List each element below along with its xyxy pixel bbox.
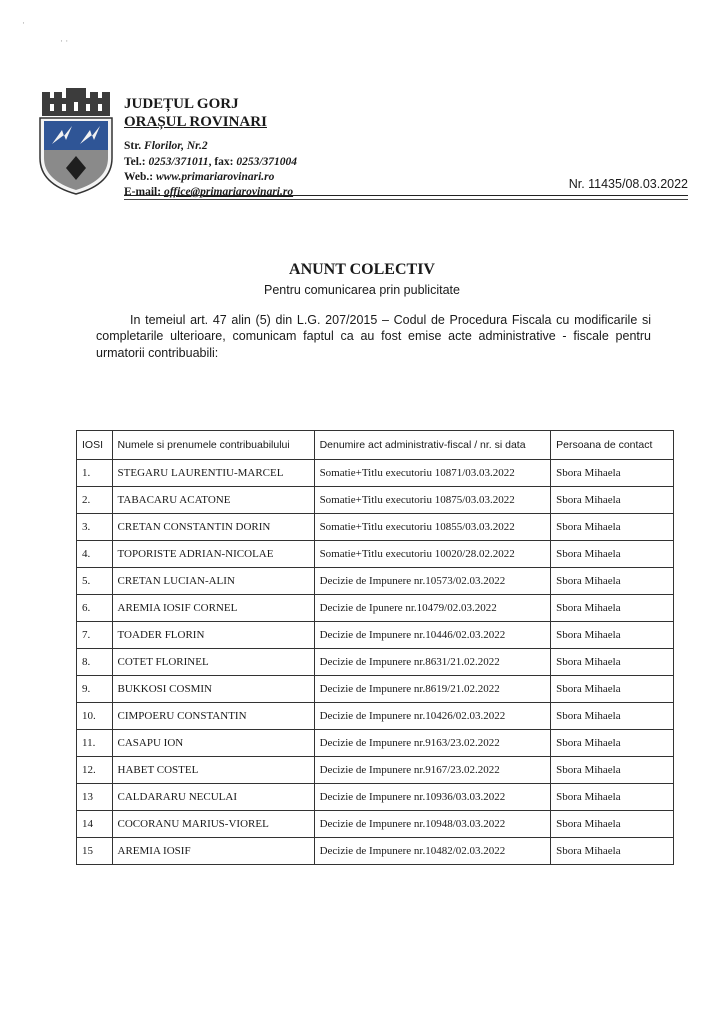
- fiscal-act: Decizie de Impunere nr.10482/02.03.2022: [314, 838, 551, 865]
- fax-value: 0253/371004: [236, 155, 298, 168]
- row-number: 11.: [77, 730, 113, 757]
- fiscal-act: Decizie de Impunere nr.8631/21.02.2022: [314, 649, 551, 676]
- contact-person: Sbora Mihaela: [551, 649, 674, 676]
- row-number: 1.: [77, 460, 113, 487]
- contact-person: Sbora Mihaela: [551, 622, 674, 649]
- taxpayer-name: BUKKOSI COSMIN: [112, 676, 314, 703]
- table-row: [77, 811, 674, 838]
- table-row: [77, 784, 674, 811]
- taxpayer-name: AREMIA IOSIF: [112, 838, 314, 865]
- taxpayer-name: CASAPU ION: [112, 730, 314, 757]
- column-header-name: Numele si prenumele contribuabilului: [112, 431, 314, 460]
- table-row: [77, 838, 674, 865]
- contact-person: Sbora Mihaela: [551, 460, 674, 487]
- document-subtitle: Pentru comunicarea prin publicitate: [264, 283, 460, 297]
- email-line: [124, 185, 297, 200]
- address-value: Florilor, Nr.2: [144, 140, 208, 153]
- table-row: [77, 622, 674, 649]
- fiscal-act: Decizie de Impunere nr.10573/02.03.2022: [314, 568, 551, 595]
- row-number: 2.: [77, 487, 113, 514]
- email-link[interactable]: office@primariarovinari.ro: [163, 185, 294, 198]
- tel-value: 0253/371011: [148, 155, 209, 168]
- contact-details: [124, 139, 297, 200]
- contact-person: Sbora Mihaela: [551, 703, 674, 730]
- coat-of-arms-icon: [36, 88, 116, 198]
- row-number: 6.: [77, 595, 113, 622]
- contact-person: Sbora Mihaela: [551, 676, 674, 703]
- taxpayer-name: STEGARU LAURENTIU-MARCEL: [112, 460, 314, 487]
- row-number: 12.: [77, 757, 113, 784]
- taxpayer-name: TABACARU ACATONE: [112, 487, 314, 514]
- contact-person: Sbora Mihaela: [551, 784, 674, 811]
- column-header-act: Denumire act administrativ-fiscal / nr. si data: [314, 431, 551, 460]
- header-divider: [124, 199, 688, 200]
- scan-speck: · ·: [60, 36, 69, 46]
- town-name: ORAȘUL ROVINARI: [124, 113, 267, 130]
- table-row: [77, 676, 674, 703]
- contact-person: Sbora Mihaela: [551, 757, 674, 784]
- fiscal-act: Somatie+Titlu executoriu 10855/03.03.2022: [314, 514, 551, 541]
- fiscal-act: Decizie de Impunere nr.10446/02.03.2022: [314, 622, 551, 649]
- fiscal-act: Decizie de Impunere nr.9167/23.02.2022: [314, 757, 551, 784]
- phone-line: [124, 155, 297, 170]
- row-number: 15: [77, 838, 113, 865]
- table-row: [77, 649, 674, 676]
- row-number: 13: [77, 784, 113, 811]
- header-divider: [124, 195, 688, 196]
- address-label: Str.: [124, 140, 142, 153]
- taxpayer-name: TOPORISTE ADRIAN-NICOLAE: [112, 541, 314, 568]
- row-number: 5.: [77, 568, 113, 595]
- document-title: ANUNT COLECTIV: [289, 261, 435, 278]
- table-row: [77, 568, 674, 595]
- fiscal-act: Decizie de Impunere nr.10426/02.03.2022: [314, 703, 551, 730]
- table-row: [77, 703, 674, 730]
- row-number: 14: [77, 811, 113, 838]
- table-row: [77, 487, 674, 514]
- taxpayer-name: HABET COSTEL: [112, 757, 314, 784]
- contact-person: Sbora Mihaela: [551, 730, 674, 757]
- table-row: [77, 541, 674, 568]
- table-row: [77, 757, 674, 784]
- county-name: JUDEȚUL GORJ: [124, 96, 239, 112]
- table-header-row: [77, 431, 674, 460]
- contact-person: Sbora Mihaela: [551, 487, 674, 514]
- contact-person: Sbora Mihaela: [551, 568, 674, 595]
- contact-person: Sbora Mihaela: [551, 541, 674, 568]
- contact-person: Sbora Mihaela: [551, 838, 674, 865]
- column-header-contact: Persoana de contact: [551, 431, 674, 460]
- table-row: [77, 514, 674, 541]
- email-label: E-mail:: [124, 185, 162, 198]
- row-number: 4.: [77, 541, 113, 568]
- taxpayer-name: COTET FLORINEL: [112, 649, 314, 676]
- fiscal-act: Somatie+Titlu executoriu 10020/28.02.2022: [314, 541, 551, 568]
- fiscal-act: Decizie de Impunere nr.8619/21.02.2022: [314, 676, 551, 703]
- table-row: [77, 460, 674, 487]
- taxpayer-name: TOADER FLORIN: [112, 622, 314, 649]
- contact-person: Sbora Mihaela: [551, 595, 674, 622]
- taxpayer-name: COCORANU MARIUS-VIOREL: [112, 811, 314, 838]
- table-row: [77, 595, 674, 622]
- taxpayer-name: CALDARARU NECULAI: [112, 784, 314, 811]
- row-number: 9.: [77, 676, 113, 703]
- taxpayers-table: [76, 430, 674, 865]
- fiscal-act: Decizie de Impunere nr.10936/03.03.2022: [314, 784, 551, 811]
- row-number: 3.: [77, 514, 113, 541]
- taxpayer-name: AREMIA IOSIF CORNEL: [112, 595, 314, 622]
- address-line: [124, 139, 297, 154]
- taxpayer-name: CRETAN LUCIAN-ALIN: [112, 568, 314, 595]
- tel-label: Tel.:: [124, 155, 146, 168]
- column-header-nr: IOSI: [77, 431, 113, 460]
- fiscal-act: Decizie de Impunere nr.9163/23.02.2022: [314, 730, 551, 757]
- fax-label: , fax:: [208, 155, 234, 168]
- row-number: 7.: [77, 622, 113, 649]
- row-number: 10.: [77, 703, 113, 730]
- table-row: [77, 730, 674, 757]
- registration-number: Nr. 11435/08.03.2022: [568, 177, 688, 191]
- issuer-block: [124, 96, 297, 200]
- fiscal-act: Somatie+Titlu executoriu 10875/03.03.2022: [314, 487, 551, 514]
- web-line: [124, 170, 297, 185]
- fiscal-act: Somatie+Titlu executoriu 10871/03.03.2022: [314, 460, 551, 487]
- row-number: 8.: [77, 649, 113, 676]
- contact-person: Sbora Mihaela: [551, 514, 674, 541]
- web-link[interactable]: www.primariarovinari.ro: [155, 170, 275, 183]
- web-label: Web.:: [124, 170, 154, 183]
- fiscal-act: Decizie de Ipunere nr.10479/02.03.2022: [314, 595, 551, 622]
- scan-speck: ·: [22, 18, 25, 28]
- intro-paragraph: In temeiul art. 47 alin (5) din L.G. 207/2015 – Codul de Procedura Fiscala cu modificarile si completarile ulterioare, comunicam faptul ca au fost emise acte administrative - fiscale pentru urmatorii contribuabili:: [96, 313, 651, 360]
- fiscal-act: Decizie de Impunere nr.10948/03.03.2022: [314, 811, 551, 838]
- taxpayer-name: CIMPOERU CONSTANTIN: [112, 703, 314, 730]
- contact-person: Sbora Mihaela: [551, 811, 674, 838]
- taxpayer-name: CRETAN CONSTANTIN DORIN: [112, 514, 314, 541]
